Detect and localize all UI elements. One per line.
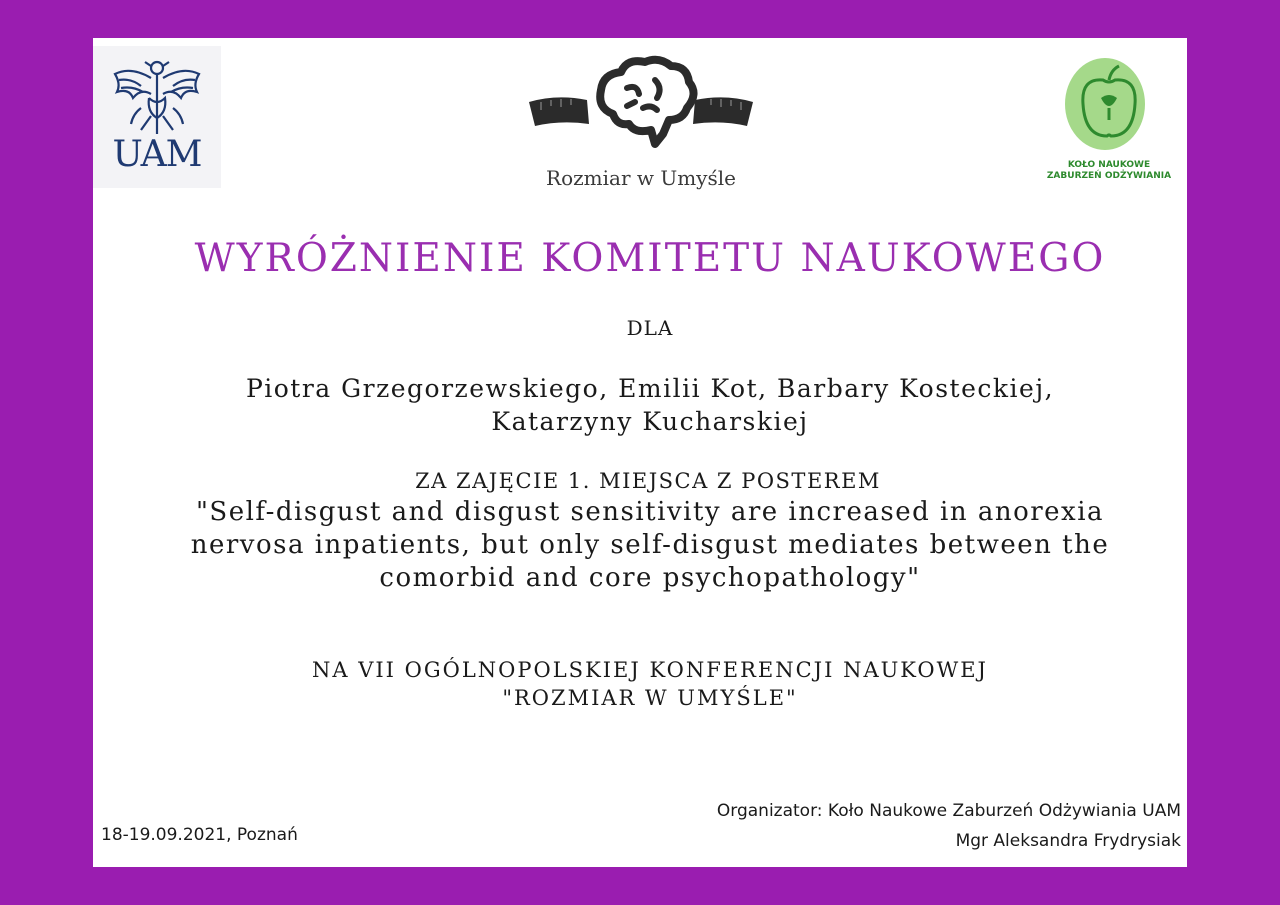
recipient-names-line1: Piotra Grzegorzewskiego, Emilii Kot, Barbary Kosteckiej, (245, 374, 1055, 403)
kolo-naukowe-logo (1039, 52, 1179, 182)
rozmiar-w-umysle-logo (527, 54, 755, 190)
conference-name (93, 656, 1207, 712)
kolo-naukowe-line1: KOŁO NAUKOWE (1067, 160, 1151, 170)
rozmiar-w-umysle-logo-text: Rozmiar w Umyśle (546, 166, 736, 190)
kolo-naukowe-line2: ZABURZEŃ ODŻYWIANIA (1046, 171, 1172, 181)
event-date: 18-19.09.2021, Poznań (101, 825, 298, 845)
poster-title-line2: nervosa inpatients, but only self-disgust mediates between the (190, 530, 1110, 560)
poster-title-line3: comorbid and core psychopathology" (379, 563, 921, 593)
recipient-names-line2: Katarzyny Kucharskiej (491, 407, 809, 436)
for-label: DLA (626, 316, 674, 340)
recipient-names (93, 372, 1207, 438)
organizer-block (717, 796, 1181, 856)
uam-logo (93, 46, 221, 188)
certificate-title: WYRÓŻNIENIE KOMITETU NAUKOWEGO (194, 236, 1106, 281)
signatory-name: Mgr Aleksandra Frydrysiak (955, 831, 1181, 851)
brain-tape-icon (527, 54, 755, 164)
award-line: ZA ZAJĘCIE 1. MIEJSCA Z POSTEREM (415, 469, 881, 493)
organizer-text: Organizator: Koło Naukowe Zaburzeń Odżywiania UAM (716, 801, 1181, 821)
conference-line1: NA VII OGÓLNOPOLSKIEJ KONFERENCJI NAUKOWEJ (312, 658, 988, 682)
eagle-icon (111, 58, 203, 138)
kolo-naukowe-logo-text (1039, 160, 1179, 182)
poster-title-line1: "Self-disgust and disgust sensitivity are increased in anorexia (195, 497, 1105, 527)
poster-title (93, 496, 1207, 595)
certificate (93, 38, 1187, 867)
apple-icon (1039, 52, 1179, 157)
conference-line2: "ROZMIAR W UMYŚLE" (502, 686, 798, 710)
uam-logo-text: UAM (112, 134, 202, 175)
